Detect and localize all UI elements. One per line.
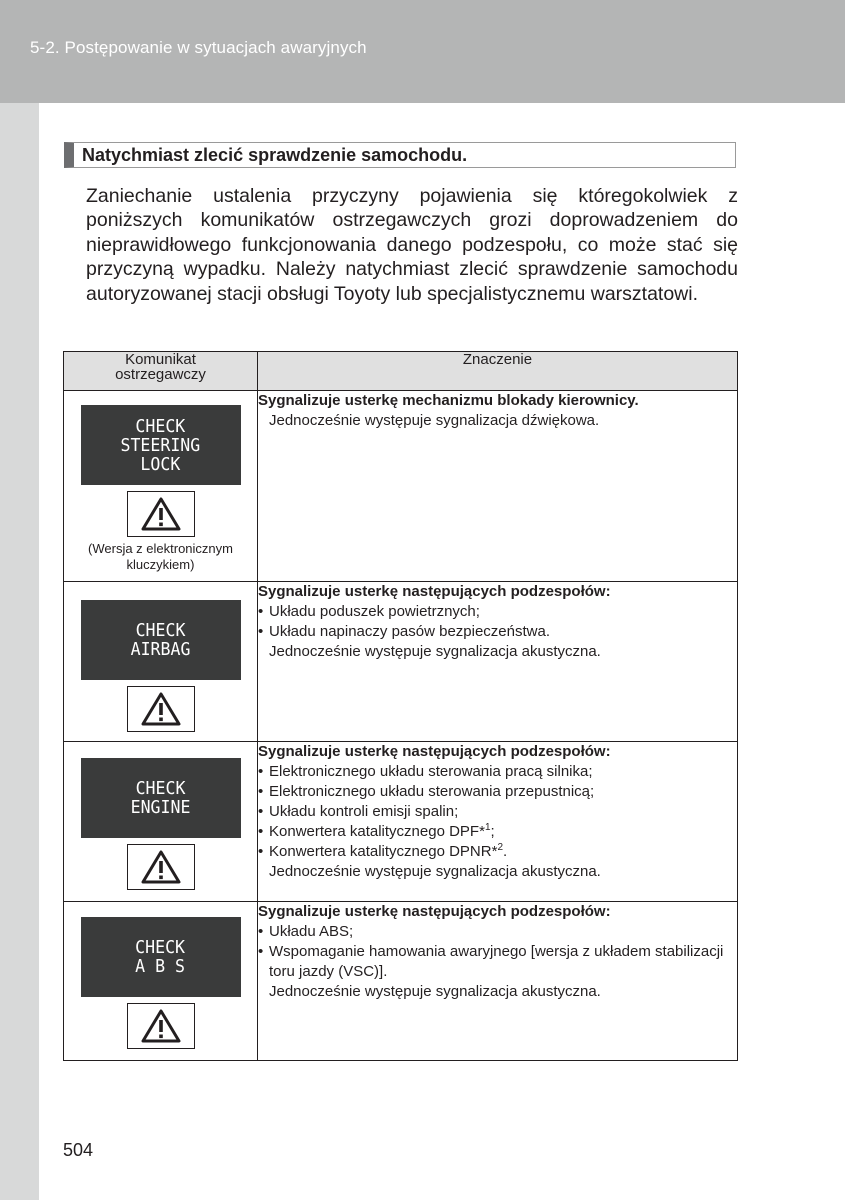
meaning-cell: [258, 742, 738, 902]
lcd-display-text: CHECK A B S: [135, 937, 186, 977]
warning-triangle-icon: [141, 850, 181, 884]
warning-indicator: [127, 1003, 195, 1049]
column-header-message: [64, 352, 258, 391]
warning-indicator: [127, 844, 195, 890]
meaning-heading: Sygnalizuje usterkę następujących podzespołów:: [258, 903, 611, 920]
message-cell: [64, 902, 258, 1061]
dpnr-item-text: Konwertera katalitycznego DPNR*$^2$.: [269, 842, 508, 860]
lcd-display: [81, 758, 241, 838]
meaning-bullet: • Układu poduszek powietrznych;: [258, 602, 737, 622]
intro-line: Zaniechanie ustalenia przyczyny pojawienia się któregokolwiek: [86, 185, 708, 207]
left-margin-band: [0, 103, 39, 1200]
lcd-display-text: CHECK STEERING LOCK: [120, 415, 201, 475]
lcd-display-text: CHECK AIRBAG: [130, 620, 191, 660]
intro-paragraph: [86, 184, 738, 306]
column-header-meaning: Znaczenie: [258, 352, 738, 391]
lcd-display: [81, 600, 241, 680]
intro-line: warsztatowi.: [590, 282, 699, 305]
meaning-heading: Sygnalizuje usterkę następujących podzespołów:: [258, 743, 611, 760]
meaning-bullet: • Wspomaganie hamowania awaryjnego [wersja z układem stabilizacji toru jazdy (VSC)].: [258, 942, 737, 982]
meaning-footer: Jednocześnie występuje sygnalizacja akustyczna.: [269, 643, 601, 660]
message-cell: [64, 391, 258, 582]
page-number: 504: [63, 1140, 94, 1160]
message-cell: [64, 582, 258, 742]
column-header-message-label: Komunikat ostrzegawczy: [115, 351, 206, 383]
table-row: [64, 742, 738, 902]
intro-line: z poniższych komunikatów ostrzegawczych grozi doprowadzeniem: [86, 185, 739, 232]
intro-line: samochodu autoryzowanej stacji obsługi Toyoty lub specjalistycznemu: [86, 258, 738, 305]
warning-triangle-icon: [141, 692, 181, 726]
meaning-bullet: • Układu kontroli emisji spalin;: [258, 802, 737, 822]
meaning-bullet: • Elektronicznego układu sterowania pracą silnika;: [258, 762, 737, 782]
warning-messages-table: [63, 351, 738, 1061]
meaning-heading: Sygnalizuje usterkę mechanizmu blokady kierownicy.: [258, 392, 639, 409]
table-row: [64, 391, 738, 582]
meaning-heading: Sygnalizuje usterkę następujących podzespołów:: [258, 583, 611, 600]
message-cell: [64, 742, 258, 902]
table-row: [64, 902, 738, 1061]
section-title: Natychmiast zlecić sprawdzenie samochodu.: [82, 145, 468, 165]
meaning-footer: Jednocześnie występuje sygnalizacja dźwiękowa.: [269, 412, 600, 429]
intro-line: do nieprawidłowego funkcjonowania danego podzespołu, co może: [86, 209, 738, 256]
lcd-display: [81, 917, 241, 997]
meaning-bullet: • Układu ABS;: [258, 922, 737, 942]
meaning-bullet: • Elektronicznego układu sterowania przepustnicą;: [258, 782, 737, 802]
meaning-cell: [258, 391, 738, 582]
meaning-footer: Jednocześnie występuje sygnalizacja akustyczna.: [269, 983, 601, 1000]
warning-indicator: [127, 686, 195, 732]
warning-indicator: [127, 491, 195, 537]
lcd-display-text: CHECK ENGINE: [130, 778, 191, 818]
dpf-item-text: Konwertera katalitycznego DPF*$^1$;: [269, 822, 495, 840]
chapter-title: 5-2. Postępowanie w sytuacjach awaryjnych: [30, 38, 367, 57]
variant-note: (Wersja z elektronicznym kluczykiem): [88, 541, 233, 572]
meaning-cell: [258, 902, 738, 1061]
meaning-footer: Jednocześnie występuje sygnalizacja akustyczna.: [269, 863, 601, 880]
table-row: [64, 582, 738, 742]
warning-triangle-icon: [141, 1009, 181, 1043]
meaning-cell: [258, 582, 738, 742]
intro-line: stać się przyczyną wypadku. Należy natychmiast zlecić sprawdzenie: [86, 233, 739, 281]
meaning-bullet: [258, 822, 737, 842]
table-header-row: [64, 352, 738, 391]
lcd-display: [81, 405, 241, 485]
section-heading-bar: [64, 142, 736, 168]
meaning-bullet: [258, 842, 737, 862]
meaning-bullet: • Układu napinaczy pasów bezpieczeństwa.: [258, 622, 737, 642]
header-band: [0, 0, 845, 103]
warning-triangle-icon: [141, 497, 181, 531]
